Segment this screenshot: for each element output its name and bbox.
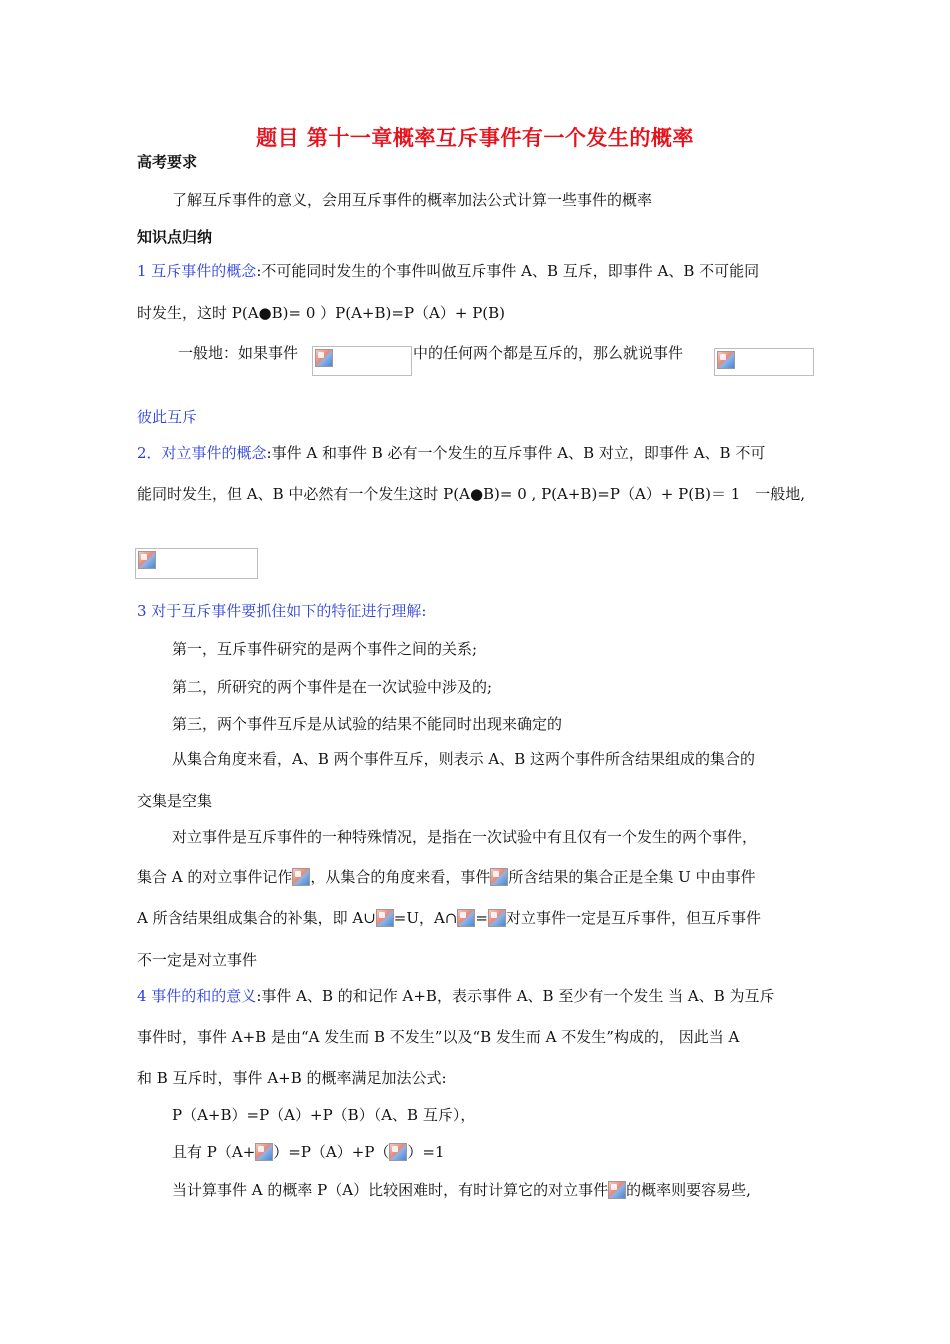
p1-line3b: 中的任何两个都是互斥的，那么就说事件: [413, 344, 684, 362]
broken-image-icon: [315, 349, 333, 367]
p3-opposite-3b: =U，A∩: [393, 909, 458, 927]
p1-line4: 彼此互斥: [137, 408, 198, 426]
broken-image-icon: [255, 1143, 273, 1161]
p3-opposite-2c: 所含结果的集合正是全集 U 中由事件: [508, 868, 756, 886]
p3-feature-3: 第三，两个事件互斥是从试验的结果不能同时出现来确定的: [172, 715, 563, 733]
formula-image-frame: [714, 348, 814, 376]
broken-image-icon: [457, 909, 475, 927]
broken-image-icon: [488, 909, 506, 927]
p3-opposite-4: 不一定是对立事件: [137, 951, 258, 969]
p4-formula-1: P（A+B）=P（A）+P（B）（A、B 互斥），: [172, 1106, 476, 1124]
p2-line1-text: :事件 A 和事件 B 必有一个发生的互斥事件 A、B 对立，即事件 A、B 不可: [266, 444, 766, 462]
p3-opposite-3: [137, 908, 761, 928]
p4-heading: 4 事件的和的意义: [137, 987, 257, 1005]
p1-heading: 1 互斥事件的概念: [137, 262, 257, 280]
p3-set-view-2: 交集是空集: [137, 792, 213, 810]
p3-opposite-3d: 对立事件一定是互斥事件，但互斥事件: [505, 909, 761, 927]
formula-image-frame: [135, 548, 258, 579]
p3-opposite-3a: A 所含结果组成集合的补集，即 A∪: [137, 909, 376, 927]
p2-heading: 2．对立事件的概念: [137, 444, 267, 462]
p2-line1: [137, 443, 765, 463]
p3-opposite-3c: =: [475, 909, 488, 927]
formula-image-frame: [312, 346, 412, 376]
p4-line4b: 的概率则要容易些,: [626, 1181, 751, 1199]
p3-opposite-2a: 集合 A 的对立事件记作: [137, 868, 293, 886]
broken-image-icon: [717, 351, 735, 369]
broken-image-icon: [376, 909, 394, 927]
p1-line3a: 一般地：如果事件: [178, 344, 299, 362]
p4-formula-2b: ）=P（A）+P（: [273, 1143, 390, 1161]
broken-image-icon: [490, 868, 508, 886]
p4-line4a: 当计算事件 A 的概率 P（A）比较困难时，有时计算它的对立事件: [172, 1181, 609, 1199]
broken-image-icon: [292, 868, 310, 886]
p3-opposite-2b: ，从集合的角度来看，事件: [310, 868, 491, 886]
p4-formula-2a: 且有 P（A+: [172, 1143, 256, 1161]
p4-line2: 事件时，事件 A+B 是由“A 发生而 B 不发生”以及“B 发生而 A 不发生”构成的， 因此当 A: [137, 1028, 740, 1046]
p1-line1-text: :不可能同时发生的个事件叫做互斥事件 A、B 互斥，即事件 A、B 不可能同: [256, 262, 760, 280]
p3-feature-1: 第一，互斥事件研究的是两个事件之间的关系;: [172, 640, 478, 658]
p4-formula-2: [172, 1142, 445, 1162]
p3-opposite-2: [137, 867, 756, 887]
p3-set-view-1: 从集合角度来看，A、B 两个事件互斥，则表示 A、B 这两个事件所含结果组成的集合的: [172, 750, 756, 768]
page-title: 题目 第十一章概率互斥事件有一个发生的概率: [256, 125, 694, 150]
p3-feature-2: 第二，所研究的两个事件是在一次试验中涉及的;: [172, 678, 493, 696]
broken-image-icon: [608, 1181, 626, 1199]
p4-line1-text: :事件 A、B 的和记作 A+B，表示事件 A、B 至少有一个发生 当 A、B 为互斥: [256, 987, 775, 1005]
section-heading-requirements: 高考要求: [137, 153, 198, 171]
broken-image-icon: [389, 1143, 407, 1161]
broken-image-icon: [138, 551, 156, 569]
p1-line1: [137, 261, 759, 281]
requirements-text: 了解互斥事件的意义，会用互斥事件的概率加法公式计算一些事件的概率: [172, 191, 653, 209]
p2-line2: 能同时发生，但 A、B 中必然有一个发生这时 P(A●B)= 0 , P(A+B)=P（A）+ P(B)＝ 1 一般地,: [137, 485, 806, 503]
p4-line4: [172, 1180, 751, 1200]
p1-line2: 时发生，这时 P(A●B)= 0 ）P(A+B)=P（A）+ P(B): [137, 304, 506, 322]
section-heading-knowledge: 知识点归纳: [137, 228, 213, 246]
p4-formula-2c: ）=1: [407, 1143, 445, 1161]
p3-opposite-1: 对立事件是互斥事件的一种特殊情况，是指在一次试验中有且仅有一个发生的两个事件，: [172, 828, 758, 846]
p4-line3: 和 B 互斥时，事件 A+B 的概率满足加法公式:: [137, 1069, 447, 1087]
p4-line1: [137, 986, 775, 1006]
p3-heading: 3 对于互斥事件要抓住如下的特征进行理解:: [137, 602, 427, 620]
